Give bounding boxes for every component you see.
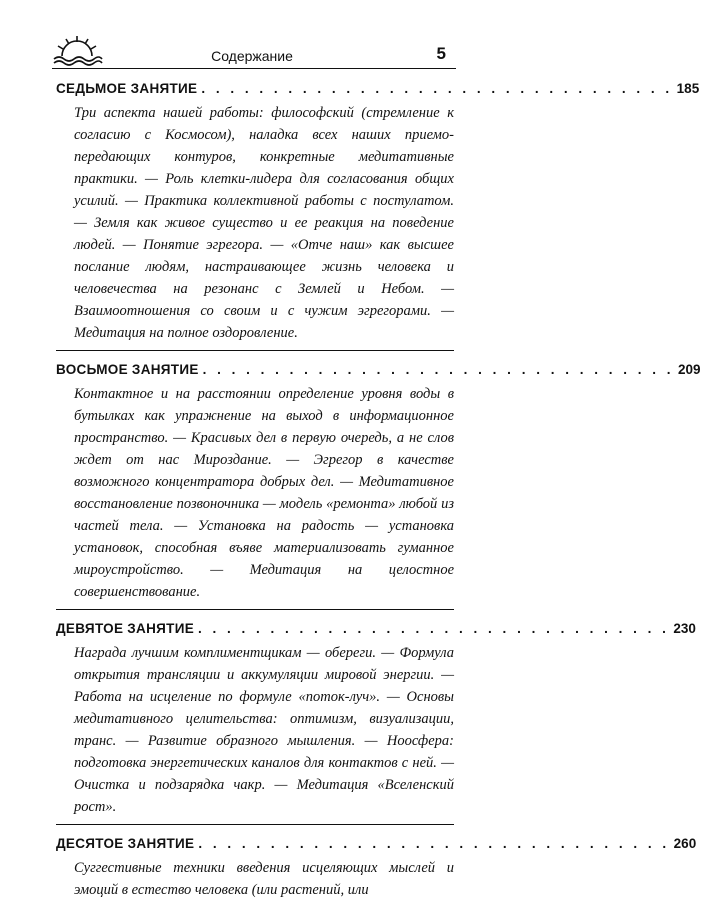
dot-leader: . . . . . . . . . . . . . . . . . . . . . . . . . . . . . . . . . [198,621,670,636]
dot-leader: . . . . . . . . . . . . . . . . . . . . . . . . . . . . . . . . . [198,836,670,851]
section-page-number: 260 [673,836,697,851]
toc-entry [56,70,700,98]
running-header-title: Содержание [211,48,293,64]
section-title: ДЕВЯТОЕ ЗАНЯТИЕ [56,621,195,636]
table-of-contents [56,70,701,901]
dot-leader: . . . . . . . . . . . . . . . . . . . . . . . . . . . . . . . . . [202,362,674,377]
section-description: Три аспекта нашей работы: философский (стремление к согласию с Космосом), наладка всех наших приемо-передающих контуров, конкретные медитативные практики. — Роль клетки-лидера для согласования общих усилий. — Практика коллективной работы с постулатом. — Земля как живое существо и ее реакция на поведение людей. — Понятие эгрегора. — «Отче наш» как высшее послание людям, настраивающее жизнь человека и человечества на резонанс с Землей и Небом. — Взаимоотношения со своим и с чужим эгрегорами. — Медитация на полное оздоровление. [74,105,454,341]
toc-section [56,70,700,351]
section-description: Контактное и на расстоянии определение уровня воды в бутылках как упражнение на выход в информационное пространство. — Красивых дел в первую очередь, а не слов ждет от нас Мироздание. — Эгрегор в качестве возможного концентратора добрых дел. — Медитативное восстановление позвоночника — модель «ремонта» любой из частей тела. — Установка на радость — установка установок, способная въяве материализовать гуманное мироустройство. — Медитация на целостное совершенствование. [74,386,454,600]
section-title: СЕДЬМОЕ ЗАНЯТИЕ [56,81,198,96]
section-page-number: 230 [673,621,696,636]
section-description: Награда лучшим комплиментщикам — обереги. — Формула открытия трансляции и аккумуляции мировой энергии. — Работа на исцеление по формуле «поток-луч». — Основы медитативного целительства: оптимизм, визуализации, транс. — Развитие образного мышления. — Ноосфера: подготовка энергетических каналов для контактов с ней. — Очистка и подзарядка чакр. — Медитация «Вселенский рост». [74,645,454,815]
toc-section [56,825,697,901]
section-title: ДЕСЯТОЕ ЗАНЯТИЕ [56,836,195,851]
dot-leader: . . . . . . . . . . . . . . . . . . . . . . . . . . . . . . . . . [201,81,673,96]
toc-entry [56,351,701,379]
toc-section [56,610,696,825]
section-page-number: 185 [676,81,700,96]
page-header [52,28,452,68]
toc-entry [56,610,696,638]
section-title: ВОСЬМОЕ ЗАНЯТИЕ [56,362,199,377]
toc-section [56,351,701,610]
section-page-number: 209 [677,362,701,377]
header-rule [52,68,456,69]
section-description: Суггестивные техники введения исцеляющих мыслей и эмоций в естество человека (или растений, или [74,860,454,898]
toc-entry [56,825,697,853]
page-number: 5 [436,44,446,63]
